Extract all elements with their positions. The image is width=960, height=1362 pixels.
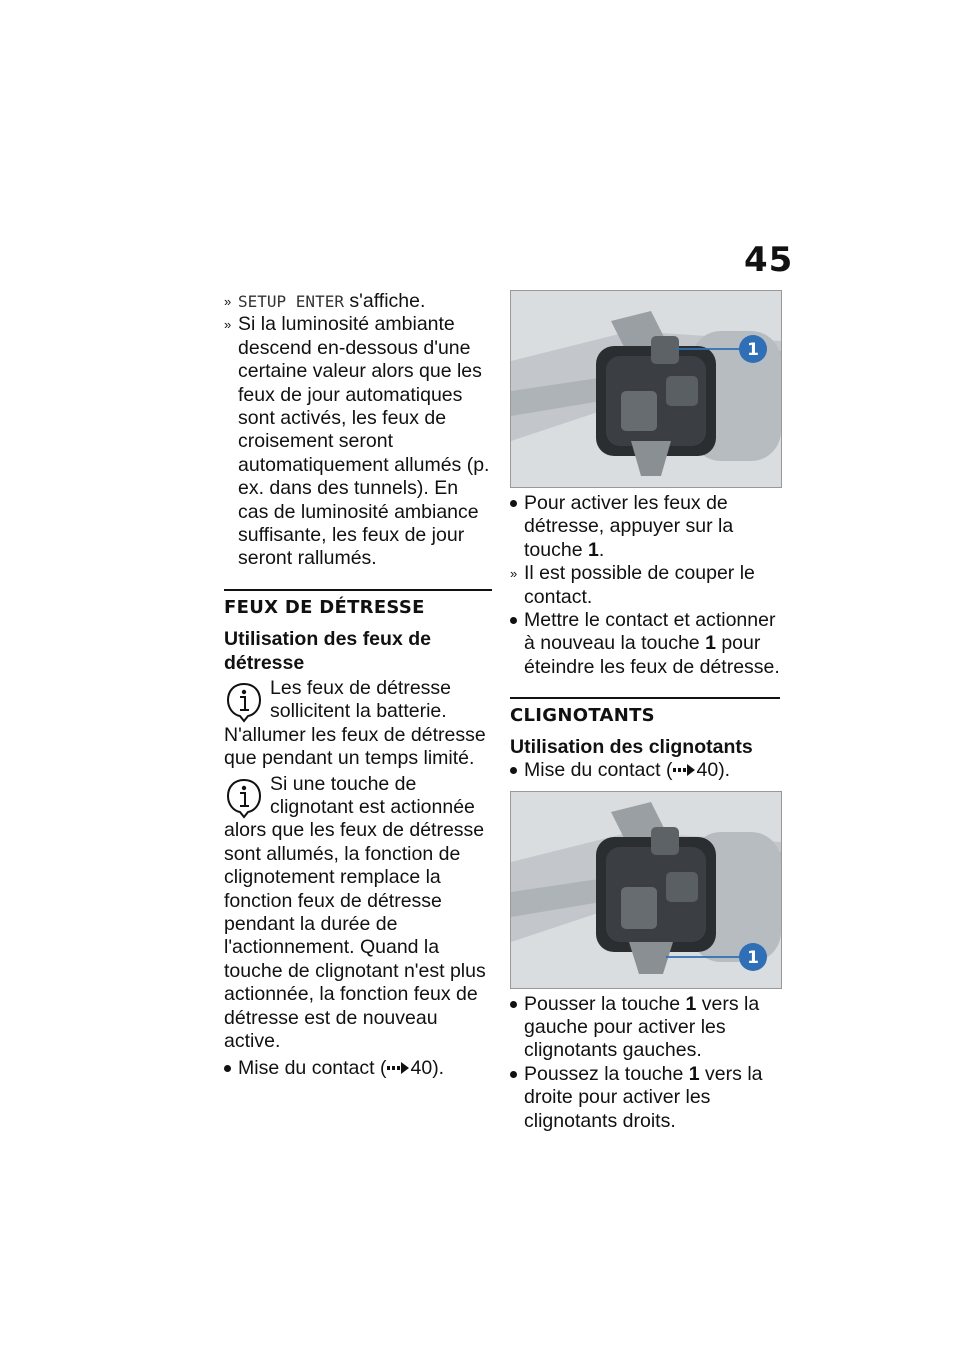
action-item-ignition: Mise du contact ( 40). <box>510 759 780 782</box>
section-title-hazard: FEUX DE DÉTRESSE <box>224 596 425 618</box>
note-text: Les feux de détresse sollicitent la batterie. N'allumer les feux de détresse que pendant un temps limité. <box>224 676 486 770</box>
result-item-setup <box>224 290 492 313</box>
note-text: Si une touche de clignotant est actionnée alors que les feux de détresse sont allumés, la fonction de clignotement remplace la fonction feux de détresse pendant la durée de l'actionnement. Quand la touche de clignotant n'est plus actionnée, la fonction feux de détresse est de nouveau active. <box>224 772 486 1052</box>
handlebar-switch-photo <box>511 792 781 988</box>
bullet-dot-icon <box>510 617 517 624</box>
result-item-luminosity <box>224 313 492 570</box>
figure-hazard-button <box>510 290 782 488</box>
action-item-ignition: Mise du contact ( 40). <box>224 1057 492 1080</box>
figure-callout-1: 1 <box>747 947 759 968</box>
section-divider <box>224 589 492 621</box>
page-number: 45 <box>744 240 794 280</box>
key-reference: 1 <box>587 538 599 561</box>
key-reference: 1 <box>688 1062 700 1085</box>
result-item-ignition-off <box>510 562 780 609</box>
display-code: SETUP ENTER <box>238 292 344 311</box>
key-reference: 1 <box>685 992 697 1015</box>
section-title-turn-signals: CLIGNOTANTS <box>510 705 655 727</box>
page-reference[interactable]: 40 <box>696 759 719 782</box>
left-column <box>224 290 492 1081</box>
figure-callout-1: 1 <box>747 340 759 360</box>
arrow-right-icon <box>672 763 696 777</box>
action-item-right-signal: Poussez la touche 1 vers la droite pour activer les clignotants droits. <box>510 1063 780 1133</box>
subheading-turn-signals-use: Utilisation des clignotants <box>510 736 753 759</box>
note-turn-signal-priority <box>224 773 492 1054</box>
bullet-dot-icon <box>510 767 517 774</box>
info-icon <box>224 681 264 723</box>
double-chevron-icon: » <box>224 294 232 309</box>
action-item-deactivate-hazard: Mettre le contact et actionner à nouveau la touche 1 pour éteindre les feux de détresse. <box>510 609 780 679</box>
double-chevron-icon: » <box>510 566 518 582</box>
info-icon <box>224 777 264 819</box>
result-text: Si la luminosité ambiante descend en-dessous d'une certaine valeur alors que les feux de jour automatiques sont activés, les feux de croisement seront automatiquement allumés (p. ex. dans des tunnels). En cas de luminosité ambiance suffisante, les feux de jour seront rallumés. <box>238 313 490 570</box>
key-reference: 1 <box>705 632 716 655</box>
result-text: s'affiche. <box>343 290 426 312</box>
note-battery <box>224 677 492 771</box>
bullet-dot-icon <box>510 1001 517 1008</box>
arrow-right-icon <box>386 1061 410 1075</box>
bullet-dot-icon <box>510 1071 517 1078</box>
handlebar-switch-photo <box>511 291 781 487</box>
action-item-activate-hazard: Pour activer les feux de détresse, appuyer sur la touche 1. <box>510 492 780 562</box>
figure-turn-signal-button <box>510 791 782 989</box>
result-text: Il est possible de couper le contact. <box>524 562 755 608</box>
section-divider <box>510 697 780 729</box>
page-reference[interactable]: 40 <box>410 1057 433 1080</box>
subheading-hazard-use: Utilisation des feux de détresse <box>224 627 431 674</box>
bullet-dot-icon <box>224 1065 231 1072</box>
action-item-left-signal: Pousser la touche 1 vers la gauche pour activer les clignotants gauches. <box>510 993 780 1063</box>
double-chevron-icon: » <box>224 317 232 333</box>
right-column <box>510 290 780 1133</box>
bullet-dot-icon <box>510 500 517 507</box>
